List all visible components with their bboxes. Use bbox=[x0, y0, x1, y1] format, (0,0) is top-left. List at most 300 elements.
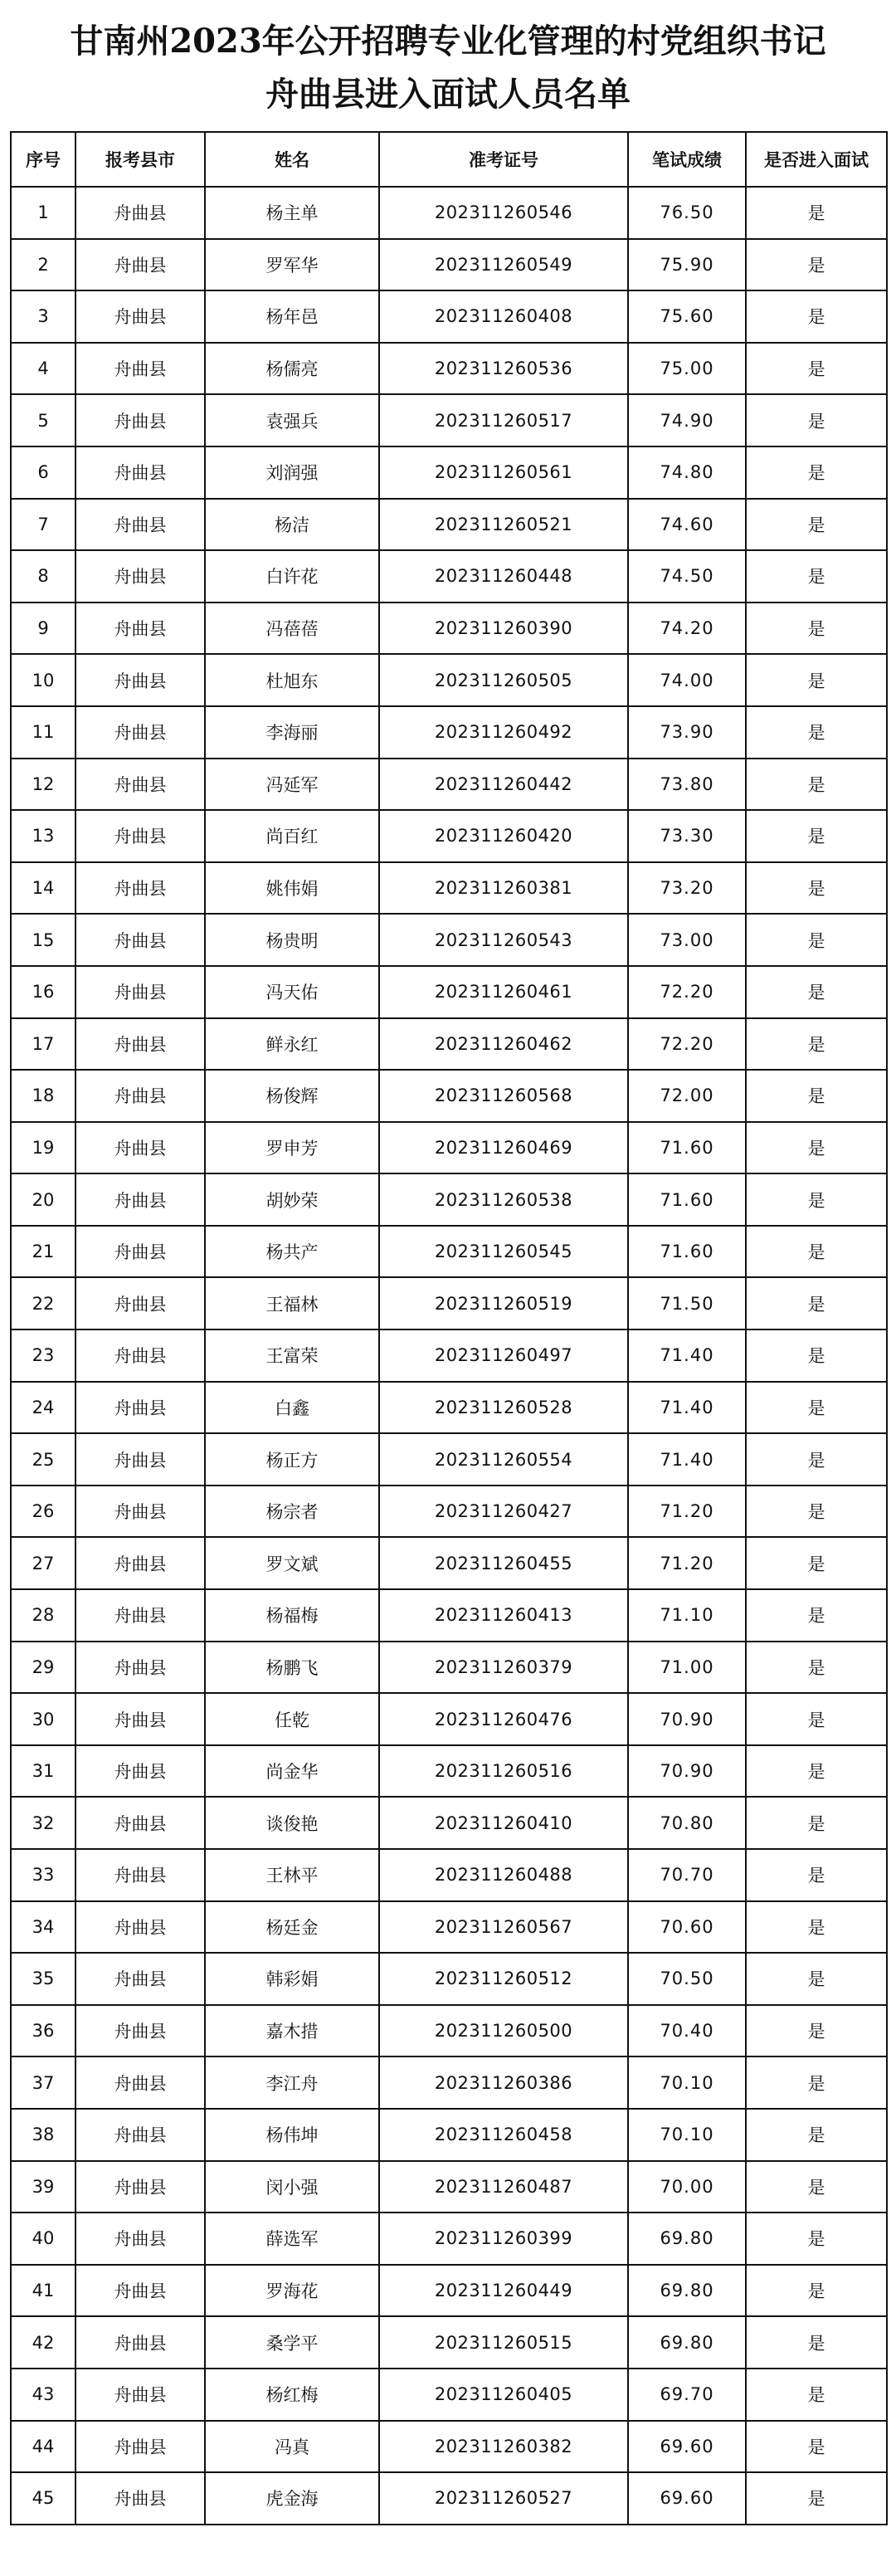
written-score-cell: 75.90 bbox=[628, 239, 746, 291]
county-cell: 舟曲县 bbox=[75, 1173, 205, 1226]
candidate-name-cell: 杨洁 bbox=[205, 499, 379, 551]
county-cell: 舟曲县 bbox=[75, 914, 205, 966]
table-row bbox=[11, 1642, 887, 1694]
ticket-number-cell: 202311260386 bbox=[379, 2056, 628, 2109]
interview-status-cell: 是 bbox=[746, 1693, 887, 1745]
written-score-cell: 69.80 bbox=[628, 2316, 746, 2369]
ticket-number-cell: 202311260487 bbox=[379, 2161, 628, 2213]
serial-number-cell: 41 bbox=[11, 2265, 75, 2317]
serial-number-cell: 37 bbox=[11, 2056, 75, 2109]
interview-status-cell: 是 bbox=[746, 1901, 887, 1954]
candidate-name-cell: 薛选军 bbox=[205, 2213, 379, 2265]
table-row bbox=[11, 2213, 887, 2265]
candidate-name-cell: 虎金海 bbox=[205, 2472, 379, 2525]
county-cell: 舟曲县 bbox=[75, 1329, 205, 1382]
county-cell: 舟曲县 bbox=[75, 966, 205, 1018]
county-cell: 舟曲县 bbox=[75, 2472, 205, 2525]
ticket-number-cell: 202311260543 bbox=[379, 914, 628, 966]
ticket-number-cell: 202311260497 bbox=[379, 1329, 628, 1382]
county-cell: 舟曲县 bbox=[75, 1901, 205, 1954]
table-row bbox=[11, 343, 887, 395]
candidate-name-cell: 罗军华 bbox=[205, 239, 379, 291]
written-score-cell: 70.90 bbox=[628, 1745, 746, 1798]
interview-status-cell: 是 bbox=[746, 603, 887, 655]
county-cell: 舟曲县 bbox=[75, 2213, 205, 2265]
candidate-name-cell: 谈俊艳 bbox=[205, 1797, 379, 1849]
written-score-cell: 76.50 bbox=[628, 187, 746, 239]
written-score-cell: 73.30 bbox=[628, 810, 746, 862]
written-score-cell: 73.90 bbox=[628, 706, 746, 759]
serial-number-cell: 18 bbox=[11, 1070, 75, 1122]
interview-status-cell: 是 bbox=[746, 2056, 887, 2109]
interview-status-cell: 是 bbox=[746, 1953, 887, 2005]
written-score-cell: 74.50 bbox=[628, 550, 746, 603]
county-cell: 舟曲县 bbox=[75, 446, 205, 499]
ticket-number-cell: 202311260538 bbox=[379, 1173, 628, 1226]
written-score-cell: 74.90 bbox=[628, 394, 746, 446]
county-cell: 舟曲县 bbox=[75, 1382, 205, 1434]
county-cell: 舟曲县 bbox=[75, 2316, 205, 2369]
table-row bbox=[11, 1329, 887, 1382]
interview-status-cell: 是 bbox=[746, 1589, 887, 1642]
serial-number-cell: 30 bbox=[11, 1693, 75, 1745]
candidate-name-cell: 杨宗者 bbox=[205, 1486, 379, 1538]
written-score-cell: 73.80 bbox=[628, 759, 746, 811]
county-cell: 舟曲县 bbox=[75, 394, 205, 446]
interview-status-cell: 是 bbox=[746, 550, 887, 603]
written-score-cell: 71.50 bbox=[628, 1277, 746, 1329]
candidate-name-cell: 杨主单 bbox=[205, 187, 379, 239]
interview-status-cell: 是 bbox=[746, 239, 887, 291]
interview-status-cell: 是 bbox=[746, 343, 887, 395]
county-cell: 舟曲县 bbox=[75, 603, 205, 655]
ticket-number-cell: 202311260448 bbox=[379, 550, 628, 603]
table-row bbox=[11, 2109, 887, 2161]
ticket-number-cell: 202311260408 bbox=[379, 290, 628, 343]
written-score-cell: 73.00 bbox=[628, 914, 746, 966]
ticket-number-cell: 202311260455 bbox=[379, 1537, 628, 1589]
written-score-cell: 70.70 bbox=[628, 1849, 746, 1901]
candidate-name-cell: 任乾 bbox=[205, 1693, 379, 1745]
ticket-number-cell: 202311260488 bbox=[379, 1849, 628, 1901]
ticket-number-cell: 202311260492 bbox=[379, 706, 628, 759]
county-cell: 舟曲县 bbox=[75, 1849, 205, 1901]
written-score-cell: 69.60 bbox=[628, 2421, 746, 2473]
county-cell: 舟曲县 bbox=[75, 2056, 205, 2109]
written-score-cell: 74.00 bbox=[628, 654, 746, 706]
written-score-cell: 75.00 bbox=[628, 343, 746, 395]
table-row bbox=[11, 1901, 887, 1954]
ticket-number-cell: 202311260528 bbox=[379, 1382, 628, 1434]
candidate-name-cell: 刘润强 bbox=[205, 446, 379, 499]
document-title bbox=[0, 15, 896, 121]
candidate-name-cell: 嘉木措 bbox=[205, 2005, 379, 2057]
ticket-number-cell: 202311260390 bbox=[379, 603, 628, 655]
serial-number-cell: 15 bbox=[11, 914, 75, 966]
county-cell: 舟曲县 bbox=[75, 1589, 205, 1642]
interview-status-cell: 是 bbox=[746, 1277, 887, 1329]
table-row bbox=[11, 1018, 887, 1071]
candidate-name-cell: 杨福梅 bbox=[205, 1589, 379, 1642]
candidate-name-cell: 韩彩娟 bbox=[205, 1953, 379, 2005]
county-cell: 舟曲县 bbox=[75, 1070, 205, 1122]
candidate-name-cell: 杜旭东 bbox=[205, 654, 379, 706]
interview-status-cell: 是 bbox=[746, 394, 887, 446]
candidate-name-cell: 冯天佑 bbox=[205, 966, 379, 1018]
interview-status-cell: 是 bbox=[746, 1329, 887, 1382]
serial-number-cell: 35 bbox=[11, 1953, 75, 2005]
ticket-number-cell: 202311260512 bbox=[379, 1953, 628, 2005]
serial-number-cell: 7 bbox=[11, 499, 75, 551]
candidate-name-cell: 罗申芳 bbox=[205, 1122, 379, 1174]
table-row bbox=[11, 1382, 887, 1434]
serial-number-cell: 29 bbox=[11, 1642, 75, 1694]
ticket-number-cell: 202311260458 bbox=[379, 2109, 628, 2161]
written-score-cell: 69.70 bbox=[628, 2369, 746, 2421]
candidate-name-cell: 冯真 bbox=[205, 2421, 379, 2473]
table-row bbox=[11, 2472, 887, 2525]
ticket-number-cell: 202311260476 bbox=[379, 1693, 628, 1745]
table-row bbox=[11, 1226, 887, 1278]
interview-status-cell: 是 bbox=[746, 1173, 887, 1226]
serial-number-cell: 27 bbox=[11, 1537, 75, 1589]
ticket-number-cell: 202311260527 bbox=[379, 2472, 628, 2525]
serial-number-cell: 38 bbox=[11, 2109, 75, 2161]
serial-number-cell: 44 bbox=[11, 2421, 75, 2473]
written-score-cell: 71.60 bbox=[628, 1226, 746, 1278]
ticket-number-cell: 202311260500 bbox=[379, 2005, 628, 2057]
candidate-name-cell: 尚百红 bbox=[205, 810, 379, 862]
table-body bbox=[11, 187, 887, 2525]
table-row bbox=[11, 499, 887, 551]
county-cell: 舟曲县 bbox=[75, 2421, 205, 2473]
written-score-cell: 72.20 bbox=[628, 1018, 746, 1071]
table-row bbox=[11, 706, 887, 759]
serial-number-cell: 31 bbox=[11, 1745, 75, 1798]
title-line-1: 甘南州2023年公开招聘专业化管理的村党组织书记 bbox=[70, 22, 826, 61]
written-score-cell: 74.60 bbox=[628, 499, 746, 551]
ticket-number-cell: 202311260536 bbox=[379, 343, 628, 395]
interview-status-cell: 是 bbox=[746, 290, 887, 343]
candidate-name-cell: 杨俊辉 bbox=[205, 1070, 379, 1122]
written-score-cell: 70.90 bbox=[628, 1693, 746, 1745]
written-score-cell: 70.80 bbox=[628, 1797, 746, 1849]
ticket-number-cell: 202311260546 bbox=[379, 187, 628, 239]
interview-status-cell: 是 bbox=[746, 1382, 887, 1434]
county-cell: 舟曲县 bbox=[75, 1433, 205, 1486]
ticket-number-cell: 202311260462 bbox=[379, 1018, 628, 1071]
interview-status-cell: 是 bbox=[746, 810, 887, 862]
county-cell: 舟曲县 bbox=[75, 2265, 205, 2317]
interview-status-cell: 是 bbox=[746, 2472, 887, 2525]
table-row bbox=[11, 1745, 887, 1798]
table-row bbox=[11, 1953, 887, 2005]
county-cell: 舟曲县 bbox=[75, 290, 205, 343]
written-score-cell: 69.60 bbox=[628, 2472, 746, 2525]
written-score-cell: 71.40 bbox=[628, 1329, 746, 1382]
interview-status-cell: 是 bbox=[746, 862, 887, 915]
candidate-name-cell: 杨儒亮 bbox=[205, 343, 379, 395]
table-row bbox=[11, 550, 887, 603]
county-cell: 舟曲县 bbox=[75, 2369, 205, 2421]
interview-status-cell: 是 bbox=[746, 446, 887, 499]
interview-status-cell: 是 bbox=[746, 1122, 887, 1174]
county-cell: 舟曲县 bbox=[75, 1693, 205, 1745]
county-cell: 舟曲县 bbox=[75, 1537, 205, 1589]
interview-status-cell: 是 bbox=[746, 2161, 887, 2213]
candidate-name-cell: 胡妙荣 bbox=[205, 1173, 379, 1226]
written-score-cell: 71.60 bbox=[628, 1122, 746, 1174]
table-row bbox=[11, 1849, 887, 1901]
table-row bbox=[11, 187, 887, 239]
ticket-number-cell: 202311260461 bbox=[379, 966, 628, 1018]
serial-number-cell: 9 bbox=[11, 603, 75, 655]
county-cell: 舟曲县 bbox=[75, 343, 205, 395]
serial-number-cell: 36 bbox=[11, 2005, 75, 2057]
interview-status-cell: 是 bbox=[746, 1537, 887, 1589]
written-score-cell: 71.60 bbox=[628, 1173, 746, 1226]
written-score-cell: 71.10 bbox=[628, 1589, 746, 1642]
header-serial-number: 序号 bbox=[11, 132, 75, 187]
candidate-name-cell: 杨鹏飞 bbox=[205, 1642, 379, 1694]
table-row bbox=[11, 1277, 887, 1329]
written-score-cell: 72.00 bbox=[628, 1070, 746, 1122]
written-score-cell: 70.60 bbox=[628, 1901, 746, 1954]
ticket-number-cell: 202311260517 bbox=[379, 394, 628, 446]
candidate-name-cell: 王林平 bbox=[205, 1849, 379, 1901]
county-cell: 舟曲县 bbox=[75, 1486, 205, 1538]
interview-status-cell: 是 bbox=[746, 2109, 887, 2161]
ticket-number-cell: 202311260427 bbox=[379, 1486, 628, 1538]
table-row bbox=[11, 654, 887, 706]
county-cell: 舟曲县 bbox=[75, 187, 205, 239]
serial-number-cell: 32 bbox=[11, 1797, 75, 1849]
serial-number-cell: 16 bbox=[11, 966, 75, 1018]
candidate-name-cell: 杨伟坤 bbox=[205, 2109, 379, 2161]
serial-number-cell: 2 bbox=[11, 239, 75, 291]
ticket-number-cell: 202311260516 bbox=[379, 1745, 628, 1798]
serial-number-cell: 43 bbox=[11, 2369, 75, 2421]
county-cell: 舟曲县 bbox=[75, 706, 205, 759]
county-cell: 舟曲县 bbox=[75, 654, 205, 706]
table-row bbox=[11, 2056, 887, 2109]
interview-status-cell: 是 bbox=[746, 1642, 887, 1694]
header-written-score: 笔试成绩 bbox=[628, 132, 746, 187]
table-row bbox=[11, 603, 887, 655]
ticket-number-cell: 202311260521 bbox=[379, 499, 628, 551]
county-cell: 舟曲县 bbox=[75, 2161, 205, 2213]
table-row bbox=[11, 966, 887, 1018]
ticket-number-cell: 202311260379 bbox=[379, 1642, 628, 1694]
serial-number-cell: 11 bbox=[11, 706, 75, 759]
table-row bbox=[11, 239, 887, 291]
table-row bbox=[11, 1173, 887, 1226]
serial-number-cell: 1 bbox=[11, 187, 75, 239]
serial-number-cell: 10 bbox=[11, 654, 75, 706]
table-row bbox=[11, 1797, 887, 1849]
table-row bbox=[11, 1433, 887, 1486]
county-cell: 舟曲县 bbox=[75, 499, 205, 551]
county-cell: 舟曲县 bbox=[75, 2109, 205, 2161]
interview-status-cell: 是 bbox=[746, 966, 887, 1018]
county-cell: 舟曲县 bbox=[75, 759, 205, 811]
interview-status-cell: 是 bbox=[746, 1226, 887, 1278]
ticket-number-cell: 202311260561 bbox=[379, 446, 628, 499]
candidate-name-cell: 冯延军 bbox=[205, 759, 379, 811]
candidate-name-cell: 杨贵明 bbox=[205, 914, 379, 966]
written-score-cell: 74.80 bbox=[628, 446, 746, 499]
ticket-number-cell: 202311260469 bbox=[379, 1122, 628, 1174]
written-score-cell: 70.40 bbox=[628, 2005, 746, 2057]
ticket-number-cell: 202311260554 bbox=[379, 1433, 628, 1486]
interview-status-cell: 是 bbox=[746, 1745, 887, 1798]
county-cell: 舟曲县 bbox=[75, 1953, 205, 2005]
candidate-name-cell: 尚金华 bbox=[205, 1745, 379, 1798]
written-score-cell: 75.60 bbox=[628, 290, 746, 343]
candidate-name-cell: 白鑫 bbox=[205, 1382, 379, 1434]
written-score-cell: 71.00 bbox=[628, 1642, 746, 1694]
table-row bbox=[11, 290, 887, 343]
county-cell: 舟曲县 bbox=[75, 1642, 205, 1694]
interview-status-cell: 是 bbox=[746, 654, 887, 706]
serial-number-cell: 28 bbox=[11, 1589, 75, 1642]
interview-status-cell: 是 bbox=[746, 1486, 887, 1538]
candidate-name-cell: 罗文斌 bbox=[205, 1537, 379, 1589]
candidate-name-cell: 杨红梅 bbox=[205, 2369, 379, 2421]
county-cell: 舟曲县 bbox=[75, 1018, 205, 1071]
table-row bbox=[11, 2005, 887, 2057]
serial-number-cell: 19 bbox=[11, 1122, 75, 1174]
header-ticket-number: 准考证号 bbox=[379, 132, 628, 187]
table-row bbox=[11, 2265, 887, 2317]
county-cell: 舟曲县 bbox=[75, 1226, 205, 1278]
written-score-cell: 71.20 bbox=[628, 1486, 746, 1538]
table-row bbox=[11, 1070, 887, 1122]
candidate-name-cell: 杨年邑 bbox=[205, 290, 379, 343]
county-cell: 舟曲县 bbox=[75, 239, 205, 291]
interview-status-cell: 是 bbox=[746, 1797, 887, 1849]
ticket-number-cell: 202311260420 bbox=[379, 810, 628, 862]
interview-status-cell: 是 bbox=[746, 2421, 887, 2473]
ticket-number-cell: 202311260567 bbox=[379, 1901, 628, 1954]
ticket-number-cell: 202311260515 bbox=[379, 2316, 628, 2369]
ticket-number-cell: 202311260549 bbox=[379, 239, 628, 291]
county-cell: 舟曲县 bbox=[75, 1122, 205, 1174]
interview-status-cell: 是 bbox=[746, 1018, 887, 1071]
serial-number-cell: 14 bbox=[11, 862, 75, 915]
interview-status-cell: 是 bbox=[746, 187, 887, 239]
serial-number-cell: 6 bbox=[11, 446, 75, 499]
candidate-name-cell: 袁强兵 bbox=[205, 394, 379, 446]
written-score-cell: 71.40 bbox=[628, 1382, 746, 1434]
interview-status-cell: 是 bbox=[746, 1433, 887, 1486]
interview-status-cell: 是 bbox=[746, 759, 887, 811]
header-county: 报考县市 bbox=[75, 132, 205, 187]
serial-number-cell: 26 bbox=[11, 1486, 75, 1538]
candidate-name-cell: 姚伟娟 bbox=[205, 862, 379, 915]
interview-status-cell: 是 bbox=[746, 1849, 887, 1901]
ticket-number-cell: 202311260382 bbox=[379, 2421, 628, 2473]
serial-number-cell: 45 bbox=[11, 2472, 75, 2525]
interview-status-cell: 是 bbox=[746, 2265, 887, 2317]
table-row bbox=[11, 1537, 887, 1589]
serial-number-cell: 8 bbox=[11, 550, 75, 603]
interview-status-cell: 是 bbox=[746, 914, 887, 966]
serial-number-cell: 21 bbox=[11, 1226, 75, 1278]
serial-number-cell: 42 bbox=[11, 2316, 75, 2369]
ticket-number-cell: 202311260545 bbox=[379, 1226, 628, 1278]
candidate-name-cell: 李海丽 bbox=[205, 706, 379, 759]
county-cell: 舟曲县 bbox=[75, 1745, 205, 1798]
ticket-number-cell: 202311260568 bbox=[379, 1070, 628, 1122]
candidate-name-cell: 鲜永红 bbox=[205, 1018, 379, 1071]
candidate-name-cell: 闵小强 bbox=[205, 2161, 379, 2213]
ticket-number-cell: 202311260505 bbox=[379, 654, 628, 706]
ticket-number-cell: 202311260442 bbox=[379, 759, 628, 811]
serial-number-cell: 17 bbox=[11, 1018, 75, 1071]
candidate-name-cell: 白许花 bbox=[205, 550, 379, 603]
table-row bbox=[11, 446, 887, 499]
county-cell: 舟曲县 bbox=[75, 1797, 205, 1849]
written-score-cell: 69.80 bbox=[628, 2265, 746, 2317]
ticket-number-cell: 202311260381 bbox=[379, 862, 628, 915]
ticket-number-cell: 202311260413 bbox=[379, 1589, 628, 1642]
serial-number-cell: 22 bbox=[11, 1277, 75, 1329]
serial-number-cell: 23 bbox=[11, 1329, 75, 1382]
written-score-cell: 70.10 bbox=[628, 2109, 746, 2161]
candidate-name-cell: 杨廷金 bbox=[205, 1901, 379, 1954]
interview-status-cell: 是 bbox=[746, 2213, 887, 2265]
table-row bbox=[11, 759, 887, 811]
table-header-row bbox=[11, 132, 887, 187]
county-cell: 舟曲县 bbox=[75, 810, 205, 862]
candidate-name-cell: 李江舟 bbox=[205, 2056, 379, 2109]
ticket-number-cell: 202311260519 bbox=[379, 1277, 628, 1329]
candidate-name-cell: 王福林 bbox=[205, 1277, 379, 1329]
ticket-number-cell: 202311260405 bbox=[379, 2369, 628, 2421]
candidate-name-cell: 桑学平 bbox=[205, 2316, 379, 2369]
ticket-number-cell: 202311260410 bbox=[379, 1797, 628, 1849]
county-cell: 舟曲县 bbox=[75, 2005, 205, 2057]
table-row bbox=[11, 1486, 887, 1538]
candidate-name-cell: 杨正方 bbox=[205, 1433, 379, 1486]
table-row bbox=[11, 914, 887, 966]
serial-number-cell: 39 bbox=[11, 2161, 75, 2213]
serial-number-cell: 13 bbox=[11, 810, 75, 862]
written-score-cell: 69.80 bbox=[628, 2213, 746, 2265]
serial-number-cell: 40 bbox=[11, 2213, 75, 2265]
serial-number-cell: 33 bbox=[11, 1849, 75, 1901]
table-row bbox=[11, 862, 887, 915]
table-row bbox=[11, 2161, 887, 2213]
table-row bbox=[11, 394, 887, 446]
written-score-cell: 70.10 bbox=[628, 2056, 746, 2109]
table-row bbox=[11, 1589, 887, 1642]
county-cell: 舟曲县 bbox=[75, 862, 205, 915]
serial-number-cell: 34 bbox=[11, 1901, 75, 1954]
table-row bbox=[11, 2316, 887, 2369]
written-score-cell: 70.00 bbox=[628, 2161, 746, 2213]
candidate-name-cell: 冯蓓蓓 bbox=[205, 603, 379, 655]
interview-status-cell: 是 bbox=[746, 706, 887, 759]
written-score-cell: 70.50 bbox=[628, 1953, 746, 2005]
table-row bbox=[11, 810, 887, 862]
serial-number-cell: 12 bbox=[11, 759, 75, 811]
interview-status-cell: 是 bbox=[746, 499, 887, 551]
interview-status-cell: 是 bbox=[746, 2369, 887, 2421]
ticket-number-cell: 202311260399 bbox=[379, 2213, 628, 2265]
serial-number-cell: 20 bbox=[11, 1173, 75, 1226]
